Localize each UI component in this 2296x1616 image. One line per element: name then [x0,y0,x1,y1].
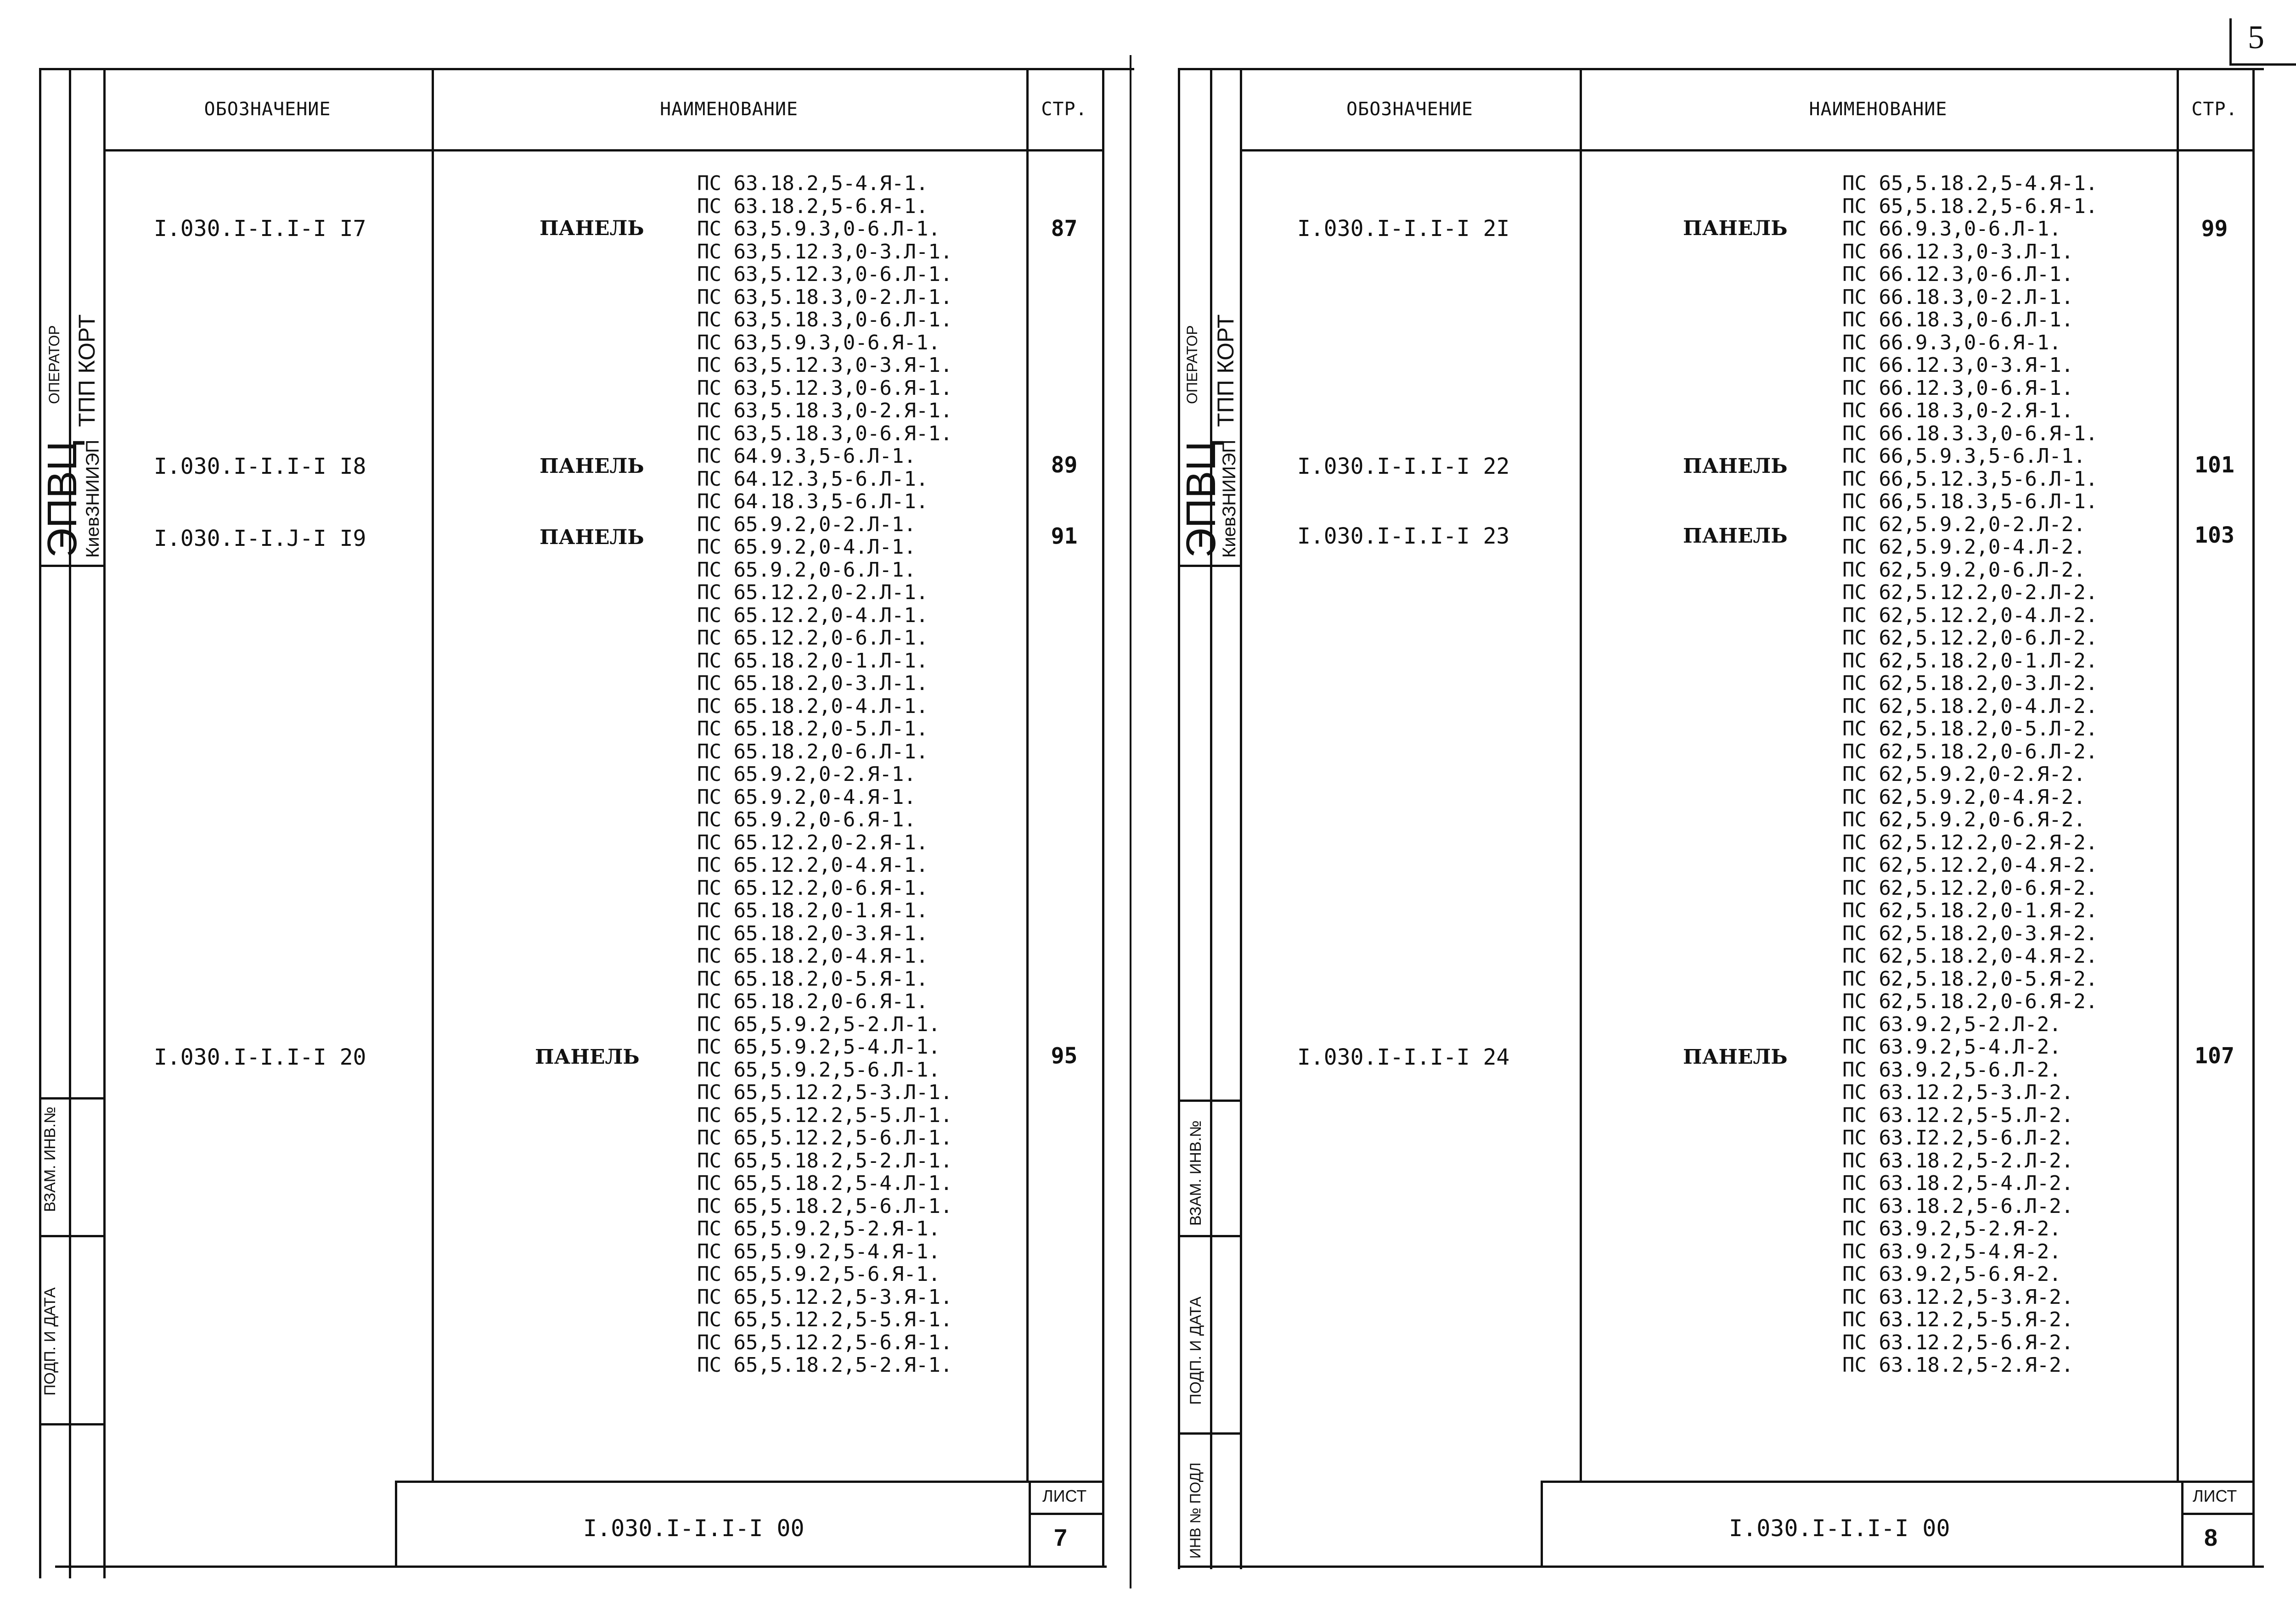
name-row: ПС 66.9.3,0-6.Л-1. [1842,217,2061,241]
left-strip-div4 [39,1423,106,1425]
side-inv-right: ИНВ № ПОДЛ [1187,1462,1204,1559]
name-row: ПС 62,5.18.2,0-4.Л-2. [1842,694,2098,718]
name-row: ПС 64.12.3,5-6.Л-1. [697,467,929,491]
name-row: ПС 65,5.12.2,5-6.Я-1. [697,1330,953,1354]
name-row: ПС 62,5.9.2,0-6.Я-2. [1842,808,2086,831]
corner-mark-h [2229,63,2296,66]
side-podp: ПОДП. И ДАТА [41,1287,59,1396]
name-row: ПС 63,5.9.3,0-6.Л-1. [697,217,940,241]
name-row: ПС 62,5.12.2,0-6.Я-2. [1842,876,2098,900]
left-entry-code: I.030.I-I.I-I I7 [154,216,366,241]
name-row: ПС 65.9.2,0-2.Л-1. [697,512,916,536]
right-entry-code: I.030.I-I.I-I 22 [1297,454,1510,479]
name-row: ПС 65.18.2,0-4.Я-1. [697,944,929,968]
right-footer-code: I.030.I-I.I-I 00 [1729,1515,1950,1542]
left-strip-div2 [39,1097,106,1100]
name-row: ПС 65.18.2,0-1.Л-1. [697,649,929,673]
name-row: ПС 66,5.9.3,5-6.Л-1. [1842,444,2086,468]
left-strip-inner [69,68,71,1578]
left-stamp-div [1029,1481,1031,1568]
name-row: ПС 63,5.12.3,0-6.Я-1. [697,376,953,400]
right-strip-div4 [1178,1432,1242,1435]
name-row: ПС 65,5.12.2,5-6.Л-1. [697,1126,953,1150]
right-header-bottom [1240,149,2255,152]
name-row: ПС 62,5.12.2,0-2.Я-2. [1842,830,2098,854]
side-operator-right: ОПЕРАТОР [1184,325,1200,404]
name-row: ПС 65,5.12.2,5-5.Я-1. [697,1308,953,1331]
name-row: ПС 62,5.9.2,0-4.Я-2. [1842,785,2086,809]
name-row: ПС 63.12.2,5-6.Я-2. [1842,1330,2074,1354]
name-row: ПС 63.12.2,5-5.Я-2. [1842,1308,2074,1331]
name-row: ПС 64.9.3,5-6.Л-1. [697,444,916,468]
name-row: ПС 63.9.2,5-4.Л-2. [1842,1035,2061,1059]
left-col-div2 [1026,68,1029,1482]
name-row: ПС 65,5.18.2,5-6.Я-1. [1842,194,2098,218]
name-row: ПС 63.18.2,5-4.Я-1. [697,172,929,195]
left-right-border [1102,68,1104,1567]
name-row: ПС 62,5.12.2,0-4.Я-2. [1842,853,2098,877]
left-frame-line [103,68,106,1578]
name-row: ПС 65,5.18.2,5-4.Л-1. [697,1172,953,1195]
left-header-page: СТР. [1041,99,1087,120]
name-row: ПС 65.18.2,0-6.Я-1. [697,990,929,1013]
right-entry-code: I.030.I-I.I-I 23 [1297,523,1510,549]
name-row: ПС 65.9.2,0-6.Л-1. [697,558,916,582]
name-row: ПС 62,5.18.2,0-1.Я-2. [1842,899,2098,922]
name-row: ПС 63,5.18.3,0-6.Я-1. [697,421,953,445]
name-row: ПС 62,5.18.2,0-5.Я-2. [1842,967,2098,991]
name-row: ПС 63.9.2,5-6.Я-2. [1842,1262,2061,1286]
right-top-border [1178,68,2264,70]
name-row: ПС 65.12.2,0-4.Я-1. [697,853,929,877]
left-entry-page: 95 [1051,1043,1078,1069]
left-bottom-border [55,1566,1107,1568]
right-frame-line [1240,68,1242,1569]
name-row: ПС 63.18.2,5-6.Л-2. [1842,1194,2074,1218]
right-stamp-div [2181,1481,2183,1568]
name-row: ПС 63,5.12.3,0-6.Л-1. [697,263,953,286]
name-row: ПС 65,5.9.2,5-2.Я-1. [697,1217,940,1240]
right-stamp-top [1541,1481,2252,1483]
right-header-page: СТР. [2191,99,2238,120]
name-row: ПС 62,5.18.2,0-3.Л-2. [1842,672,2098,695]
left-entry-code: I.030.I-I.I-I 20 [154,1044,366,1070]
side-vzam-right: ВЗАМ. ИНВ.№ [1187,1120,1204,1226]
name-row: ПС 65.18.2,0-4.Л-1. [697,694,929,718]
name-row: ПС 65.18.2,0-1.Я-1. [697,899,929,922]
name-row: ПС 63.12.2,5-3.Л-2. [1842,1081,2074,1104]
name-row: ПС 65.12.2,0-2.Я-1. [697,830,929,854]
right-entry-page: 99 [2201,216,2228,241]
name-row: ПС 63.12.2,5-5.Л-2. [1842,1103,2074,1127]
left-entry-kind: ПАНЕЛЬ [535,1045,640,1069]
name-row: ПС 66.12.3,0-3.Л-1. [1842,240,2074,264]
right-stamp-sheet-div [2181,1513,2252,1515]
name-row: ПС 63.18.2,5-6.Я-1. [697,194,929,218]
name-row: ПС 65,5.12.2,5-5.Л-1. [697,1103,953,1127]
left-sheet-number: 7 [1054,1525,1067,1551]
right-sheet-label: ЛИСТ [2193,1487,2237,1505]
name-row: ПС 62,5.12.2,0-2.Л-2. [1842,581,2098,604]
side-epvc: ЭПВЦ [39,440,85,558]
name-row: ПС 65,5.9.2,5-4.Я-1. [697,1240,940,1263]
side-tpp: ТПП КОРТ [74,314,100,427]
name-row: ПС 66.12.3,0-3.Я-1. [1842,354,2074,377]
corner-mark [2229,18,2232,64]
left-footer-code: I.030.I-I.I-I 00 [583,1515,805,1542]
left-strip-div3 [39,1235,106,1237]
right-col-div1 [1580,68,1582,1482]
right-entry-code: I.030.I-I.I-I 24 [1297,1044,1510,1070]
name-row: ПС 65,5.18.2,5-6.Л-1. [697,1194,953,1218]
name-row: ПС 66.18.3,0-2.Я-1. [1842,399,2074,422]
name-row: ПС 65.9.2,0-2.Я-1. [697,763,916,786]
name-row: ПС 66.12.3,0-6.Я-1. [1842,376,2074,400]
right-right-border [2252,68,2255,1567]
name-row: ПС 64.18.3,5-6.Л-1. [697,490,929,513]
left-header-designation: ОБОЗНАЧЕНИЕ [204,99,331,120]
name-row: ПС 65,5.18.2,5-2.Л-1. [697,1149,953,1173]
side-tpp-right: ТПП КОРТ [1213,314,1238,427]
name-row: ПС 62,5.12.2,0-4.Л-2. [1842,603,2098,627]
name-row: ПС 66.12.3,0-6.Л-1. [1842,263,2074,286]
name-row: ПС 65,5.9.2,5-6.Л-1. [697,1058,940,1082]
side-operator: ОПЕРАТОР [46,325,62,404]
left-entry-page: 91 [1051,523,1078,549]
left-header-name: НАИМЕНОВАНИЕ [660,99,798,120]
right-bottom-border [1178,1566,2264,1568]
name-row: ПС 62,5.9.2,0-2.Л-2. [1842,512,2086,536]
left-entry-kind: ПАНЕЛЬ [540,526,644,549]
left-sheet-label: ЛИСТ [1042,1487,1087,1505]
name-row: ПС 66.9.3,0-6.Я-1. [1842,331,2061,354]
name-row: ПС 62,5.18.2,0-1.Л-2. [1842,649,2098,673]
center-divider [1130,55,1131,1588]
name-row: ПС 63.9.2,5-2.Л-2. [1842,1012,2061,1036]
side-vzam: ВЗАМ. ИНВ.№ [41,1106,59,1212]
name-row: ПС 65,5.12.2,5-3.Я-1. [697,1285,953,1309]
left-entry-kind: ПАНЕЛЬ [540,454,644,478]
name-row: ПС 65.9.2,0-4.Я-1. [697,785,916,809]
left-entry-code: I.030.I-I.I-I I8 [154,454,366,479]
name-row: ПС 62,5.9.2,0-2.Я-2. [1842,763,2086,786]
name-row: ПС 65,5.9.2,5-4.Л-1. [697,1035,940,1059]
name-row: ПС 63,5.12.3,0-3.Л-1. [697,240,953,264]
name-row: ПС 63.I2.2,5-6.Л-2. [1842,1126,2074,1150]
name-row: ПС 63.18.2,5-2.Я-2. [1842,1353,2074,1377]
name-row: ПС 63,5.18.3,0-2.Я-1. [697,399,953,422]
right-entry-page: 103 [2195,522,2234,548]
name-row: ПС 63.9.2,5-2.Я-2. [1842,1217,2061,1240]
name-row: ПС 62,5.12.2,0-6.Л-2. [1842,626,2098,650]
name-row: ПС 66,5.12.3,5-6.Л-1. [1842,467,2098,491]
name-row: ПС 62,5.18.2,0-6.Я-2. [1842,990,2098,1013]
name-row: ПС 65,5.18.2,5-2.Я-1. [697,1353,953,1377]
name-row: ПС 65.12.2,0-4.Л-1. [697,603,929,627]
left-stamp-sheet-div [1029,1513,1104,1515]
name-row: ПС 65,5.9.2,5-6.Я-1. [697,1262,940,1286]
left-entry-code: I.030.I-I.J-I I9 [154,526,366,551]
name-row: ПС 62,5.18.2,0-5.Л-2. [1842,717,2098,741]
name-row: ПС 66.18.3,0-6.Л-1. [1842,308,2074,331]
name-row: ПС 62,5.18.2,0-3.Я-2. [1842,921,2098,945]
right-strip-inner [1210,68,1212,1569]
name-row: ПС 65.18.2,0-5.Я-1. [697,967,929,991]
right-strip-outer [1178,68,1180,1569]
left-entry-page: 89 [1051,452,1078,478]
name-row: ПС 63,5.9.3,0-6.Я-1. [697,331,940,354]
right-entry-kind: ПАНЕЛЬ [1683,217,1788,240]
side-kiev: КиевЗНИИЭП [83,439,103,558]
name-row: ПС 65.12.2,0-6.Л-1. [697,626,929,650]
left-name-list [697,172,952,1377]
name-row: ПС 65,5.18.2,5-4.Я-1. [1842,172,2098,195]
name-row: ПС 65.12.2,0-2.Л-1. [697,581,929,604]
name-row: ПС 65.18.2,0-3.Я-1. [697,921,929,945]
right-entry-kind: ПАНЕЛЬ [1683,524,1788,548]
name-row: ПС 63.18.2,5-2.Л-2. [1842,1149,2074,1173]
corner-page-number: 5 [2248,19,2264,56]
name-row: ПС 62,5.18.2,0-6.Л-2. [1842,740,2098,763]
right-entry-kind: ПАНЕЛЬ [1683,1045,1788,1069]
side-podp-right: ПОДП. И ДАТА [1187,1296,1204,1405]
name-row: ПС 65.18.2,0-5.Л-1. [697,717,929,741]
side-kiev-right: КиевЗНИИЭП [1219,439,1239,558]
right-header-name: НАИМЕНОВАНИЕ [1809,99,1947,120]
name-row: ПС 66.18.3,0-2.Л-1. [1842,285,2074,309]
name-row: ПС 62,5.9.2,0-4.Л-2. [1842,535,2086,559]
side-epvc-right: ЭПВЦ [1178,440,1224,558]
left-stamp-top [395,1481,1104,1483]
left-entry-page: 87 [1051,216,1078,241]
name-row: ПС 63.12.2,5-3.Я-2. [1842,1285,2074,1309]
name-row: ПС 65,5.12.2,5-3.Л-1. [697,1081,953,1104]
name-row: ПС 65.9.2,0-6.Я-1. [697,808,916,831]
right-strip-div3 [1178,1235,1242,1237]
right-strip-div1 [1178,565,1242,567]
name-row: ПС 65.12.2,0-6.Я-1. [697,876,929,900]
name-row: ПС 63,5.18.3,0-6.Л-1. [697,308,953,331]
right-entry-code: I.030.I-I.I-I 2I [1297,216,1510,241]
left-stamp-left [395,1481,397,1568]
name-row: ПС 65.18.2,0-3.Л-1. [697,672,929,695]
name-row: ПС 63.9.2,5-6.Л-2. [1842,1058,2061,1082]
right-header-designation: ОБОЗНАЧЕНИЕ [1346,99,1473,120]
name-row: ПС 66.18.3.3,0-6.Я-1. [1842,421,2098,445]
right-entry-page: 107 [2195,1043,2234,1069]
left-col-div1 [432,68,434,1482]
name-row: ПС 63,5.12.3,0-3.Я-1. [697,354,953,377]
left-entry-kind: ПАНЕЛЬ [540,217,644,240]
name-row: ПС 65,5.9.2,5-2.Л-1. [697,1012,940,1036]
right-entry-page: 101 [2195,452,2234,478]
name-row: ПС 63.9.2,5-4.Я-2. [1842,1240,2061,1263]
name-row: ПС 63.18.2,5-4.Л-2. [1842,1172,2074,1195]
right-strip-div2 [1178,1100,1242,1102]
right-name-list [1842,172,2098,1377]
name-row: ПС 66,5.18.3,5-6.Л-1. [1842,490,2098,513]
name-row: ПС 62,5.9.2,0-6.Л-2. [1842,558,2086,582]
name-row: ПС 62,5.18.2,0-4.Я-2. [1842,944,2098,968]
right-entry-kind: ПАНЕЛЬ [1683,454,1788,478]
right-col-div2 [2177,68,2179,1482]
name-row: ПС 63,5.18.3,0-2.Л-1. [697,285,953,309]
left-top-border [39,68,1134,70]
name-row: ПС 65.9.2,0-4.Л-1. [697,535,916,559]
left-strip-div1 [39,565,106,567]
right-sheet-number: 8 [2204,1525,2217,1551]
right-stamp-left [1541,1481,1543,1568]
left-header-bottom [103,149,1104,152]
name-row: ПС 65.18.2,0-6.Л-1. [697,740,929,763]
